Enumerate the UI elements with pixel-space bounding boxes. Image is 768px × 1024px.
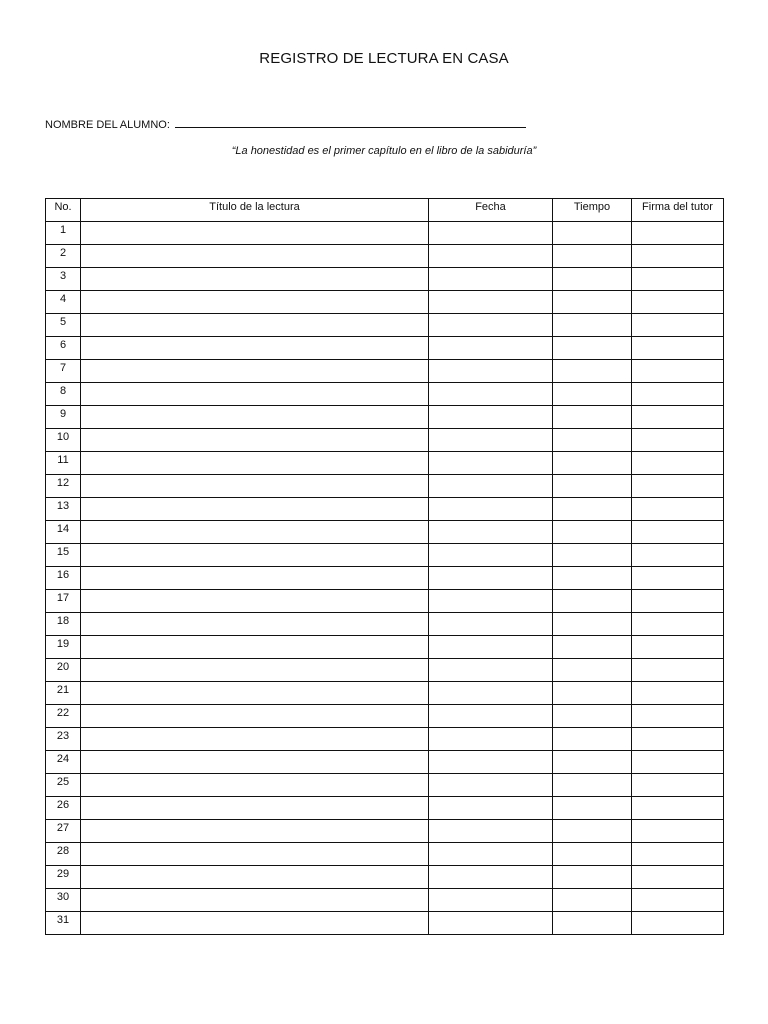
date-cell[interactable] xyxy=(429,843,553,866)
date-cell[interactable] xyxy=(429,429,553,452)
row-number: 10 xyxy=(46,429,81,452)
signature-cell[interactable] xyxy=(632,889,724,912)
signature-cell[interactable] xyxy=(632,452,724,475)
signature-cell[interactable] xyxy=(632,544,724,567)
time-cell[interactable] xyxy=(553,866,632,889)
row-number: 1 xyxy=(46,222,81,245)
time-cell[interactable] xyxy=(553,751,632,774)
signature-cell[interactable] xyxy=(632,843,724,866)
time-cell[interactable] xyxy=(553,797,632,820)
signature-cell[interactable] xyxy=(632,222,724,245)
title-cell[interactable] xyxy=(81,314,429,337)
row-number: 4 xyxy=(46,291,81,314)
time-cell[interactable] xyxy=(553,314,632,337)
row-number: 11 xyxy=(46,452,81,475)
table-row xyxy=(46,567,724,590)
date-cell[interactable] xyxy=(429,268,553,291)
table-row xyxy=(46,659,724,682)
table-row xyxy=(46,774,724,797)
title-cell[interactable] xyxy=(81,820,429,843)
signature-cell[interactable] xyxy=(632,613,724,636)
title-cell[interactable] xyxy=(81,498,429,521)
date-cell[interactable] xyxy=(429,590,553,613)
signature-cell[interactable] xyxy=(632,774,724,797)
title-cell[interactable] xyxy=(81,797,429,820)
table-row xyxy=(46,452,724,475)
title-cell[interactable] xyxy=(81,406,429,429)
signature-cell[interactable] xyxy=(632,866,724,889)
header-time: Tiempo xyxy=(553,199,632,222)
table-row xyxy=(46,682,724,705)
time-cell[interactable] xyxy=(553,383,632,406)
table-row xyxy=(46,383,724,406)
row-number: 25 xyxy=(46,774,81,797)
row-number: 22 xyxy=(46,705,81,728)
row-number: 26 xyxy=(46,797,81,820)
row-number: 13 xyxy=(46,498,81,521)
date-cell[interactable] xyxy=(429,383,553,406)
row-number: 17 xyxy=(46,590,81,613)
title-cell[interactable] xyxy=(81,843,429,866)
table-row xyxy=(46,406,724,429)
table-row xyxy=(46,797,724,820)
table-row xyxy=(46,866,724,889)
date-cell[interactable] xyxy=(429,498,553,521)
time-cell[interactable] xyxy=(553,222,632,245)
row-number: 8 xyxy=(46,383,81,406)
signature-cell[interactable] xyxy=(632,728,724,751)
time-cell[interactable] xyxy=(553,291,632,314)
date-cell[interactable] xyxy=(429,636,553,659)
signature-cell[interactable] xyxy=(632,797,724,820)
time-cell[interactable] xyxy=(553,268,632,291)
title-cell[interactable] xyxy=(81,429,429,452)
date-cell[interactable] xyxy=(429,889,553,912)
title-cell[interactable] xyxy=(81,728,429,751)
title-cell[interactable] xyxy=(81,291,429,314)
time-cell[interactable] xyxy=(553,452,632,475)
date-cell[interactable] xyxy=(429,360,553,383)
time-cell[interactable] xyxy=(553,475,632,498)
title-cell[interactable] xyxy=(81,544,429,567)
table-row xyxy=(46,705,724,728)
row-number: 24 xyxy=(46,751,81,774)
signature-cell[interactable] xyxy=(632,268,724,291)
row-number: 27 xyxy=(46,820,81,843)
student-name-field[interactable] xyxy=(45,116,526,133)
table-row xyxy=(46,475,724,498)
time-cell[interactable] xyxy=(553,429,632,452)
table-row xyxy=(46,636,724,659)
date-cell[interactable] xyxy=(429,314,553,337)
table-row xyxy=(46,544,724,567)
time-cell[interactable] xyxy=(553,820,632,843)
title-cell[interactable] xyxy=(81,866,429,889)
title-cell[interactable] xyxy=(81,360,429,383)
time-cell[interactable] xyxy=(553,337,632,360)
row-number: 9 xyxy=(46,406,81,429)
row-number: 6 xyxy=(46,337,81,360)
table-row xyxy=(46,613,724,636)
time-cell[interactable] xyxy=(553,774,632,797)
time-cell[interactable] xyxy=(553,705,632,728)
title-cell[interactable] xyxy=(81,705,429,728)
row-number: 31 xyxy=(46,912,81,935)
title-cell[interactable] xyxy=(81,889,429,912)
title-cell[interactable] xyxy=(81,774,429,797)
signature-cell[interactable] xyxy=(632,682,724,705)
date-cell[interactable] xyxy=(429,544,553,567)
row-number: 20 xyxy=(46,659,81,682)
time-cell[interactable] xyxy=(553,360,632,383)
header-title: Título de la lectura xyxy=(81,199,429,222)
table-row xyxy=(46,843,724,866)
title-cell[interactable] xyxy=(81,452,429,475)
title-cell[interactable] xyxy=(81,682,429,705)
date-cell[interactable] xyxy=(429,452,553,475)
title-cell[interactable] xyxy=(81,567,429,590)
date-cell[interactable] xyxy=(429,245,553,268)
signature-cell[interactable] xyxy=(632,912,724,935)
date-cell[interactable] xyxy=(429,567,553,590)
time-cell[interactable] xyxy=(553,613,632,636)
date-cell[interactable] xyxy=(429,912,553,935)
date-cell[interactable] xyxy=(429,659,553,682)
signature-cell[interactable] xyxy=(632,498,724,521)
title-cell[interactable] xyxy=(81,590,429,613)
date-cell[interactable] xyxy=(429,291,553,314)
table-row xyxy=(46,360,724,383)
row-number: 3 xyxy=(46,268,81,291)
time-cell[interactable] xyxy=(553,682,632,705)
date-cell[interactable] xyxy=(429,728,553,751)
table-row xyxy=(46,912,724,935)
date-cell[interactable] xyxy=(429,705,553,728)
table-row xyxy=(46,337,724,360)
signature-cell[interactable] xyxy=(632,705,724,728)
date-cell[interactable] xyxy=(429,613,553,636)
row-number: 16 xyxy=(46,567,81,590)
signature-cell[interactable] xyxy=(632,636,724,659)
table-row xyxy=(46,429,724,452)
table-row xyxy=(46,245,724,268)
time-cell[interactable] xyxy=(553,912,632,935)
table-row xyxy=(46,498,724,521)
time-cell[interactable] xyxy=(553,636,632,659)
header-number: No. xyxy=(46,199,81,222)
table-row xyxy=(46,590,724,613)
date-cell[interactable] xyxy=(429,774,553,797)
student-name-blank[interactable] xyxy=(175,116,526,128)
time-cell[interactable] xyxy=(553,843,632,866)
signature-cell[interactable] xyxy=(632,567,724,590)
row-number: 23 xyxy=(46,728,81,751)
table-row xyxy=(46,728,724,751)
signature-cell[interactable] xyxy=(632,429,724,452)
title-cell[interactable] xyxy=(81,659,429,682)
date-cell[interactable] xyxy=(429,222,553,245)
table-row xyxy=(46,222,724,245)
row-number: 12 xyxy=(46,475,81,498)
title-cell[interactable] xyxy=(81,245,429,268)
signature-cell[interactable] xyxy=(632,245,724,268)
signature-cell[interactable] xyxy=(632,475,724,498)
date-cell[interactable] xyxy=(429,797,553,820)
signature-cell[interactable] xyxy=(632,820,724,843)
date-cell[interactable] xyxy=(429,866,553,889)
signature-cell[interactable] xyxy=(632,314,724,337)
page-title: REGISTRO DE LECTURA EN CASA xyxy=(259,50,509,67)
date-cell[interactable] xyxy=(429,820,553,843)
time-cell[interactable] xyxy=(553,498,632,521)
date-cell[interactable] xyxy=(429,521,553,544)
student-name-label: NOMBRE DEL ALUMNO: xyxy=(45,119,170,131)
time-cell[interactable] xyxy=(553,659,632,682)
time-cell[interactable] xyxy=(553,544,632,567)
table-row xyxy=(46,521,724,544)
signature-cell[interactable] xyxy=(632,521,724,544)
quote: “La honestidad es el primer capítulo en el libro de la sabiduría” xyxy=(231,145,537,157)
time-cell[interactable] xyxy=(553,567,632,590)
header-date: Fecha xyxy=(429,199,553,222)
date-cell[interactable] xyxy=(429,682,553,705)
title-cell[interactable] xyxy=(81,268,429,291)
table-row xyxy=(46,291,724,314)
title-cell[interactable] xyxy=(81,521,429,544)
time-cell[interactable] xyxy=(553,406,632,429)
signature-cell[interactable] xyxy=(632,406,724,429)
row-number: 30 xyxy=(46,889,81,912)
title-cell[interactable] xyxy=(81,912,429,935)
time-cell[interactable] xyxy=(553,889,632,912)
row-number: 5 xyxy=(46,314,81,337)
signature-cell[interactable] xyxy=(632,590,724,613)
row-number: 21 xyxy=(46,682,81,705)
table-row xyxy=(46,314,724,337)
signature-cell[interactable] xyxy=(632,337,724,360)
date-cell[interactable] xyxy=(429,337,553,360)
table-row xyxy=(46,751,724,774)
title-cell[interactable] xyxy=(81,751,429,774)
title-cell[interactable] xyxy=(81,636,429,659)
table-row xyxy=(46,820,724,843)
row-number: 19 xyxy=(46,636,81,659)
signature-cell[interactable] xyxy=(632,383,724,406)
table-row xyxy=(46,889,724,912)
title-cell[interactable] xyxy=(81,337,429,360)
time-cell[interactable] xyxy=(553,728,632,751)
reading-log-table xyxy=(45,198,724,935)
signature-cell[interactable] xyxy=(632,659,724,682)
table-row xyxy=(46,268,724,291)
row-number: 7 xyxy=(46,360,81,383)
row-number: 29 xyxy=(46,866,81,889)
table-body xyxy=(46,222,724,935)
date-cell[interactable] xyxy=(429,751,553,774)
signature-cell[interactable] xyxy=(632,360,724,383)
date-cell[interactable] xyxy=(429,475,553,498)
title-cell[interactable] xyxy=(81,613,429,636)
table-header-row xyxy=(46,199,724,222)
header-tutor-signature: Firma del tutor xyxy=(632,199,724,222)
row-number: 2 xyxy=(46,245,81,268)
title-cell[interactable] xyxy=(81,475,429,498)
title-cell[interactable] xyxy=(81,383,429,406)
row-number: 15 xyxy=(46,544,81,567)
time-cell[interactable] xyxy=(553,590,632,613)
time-cell[interactable] xyxy=(553,521,632,544)
row-number: 14 xyxy=(46,521,81,544)
signature-cell[interactable] xyxy=(632,751,724,774)
row-number: 28 xyxy=(46,843,81,866)
date-cell[interactable] xyxy=(429,406,553,429)
title-cell[interactable] xyxy=(81,222,429,245)
row-number: 18 xyxy=(46,613,81,636)
time-cell[interactable] xyxy=(553,245,632,268)
signature-cell[interactable] xyxy=(632,291,724,314)
